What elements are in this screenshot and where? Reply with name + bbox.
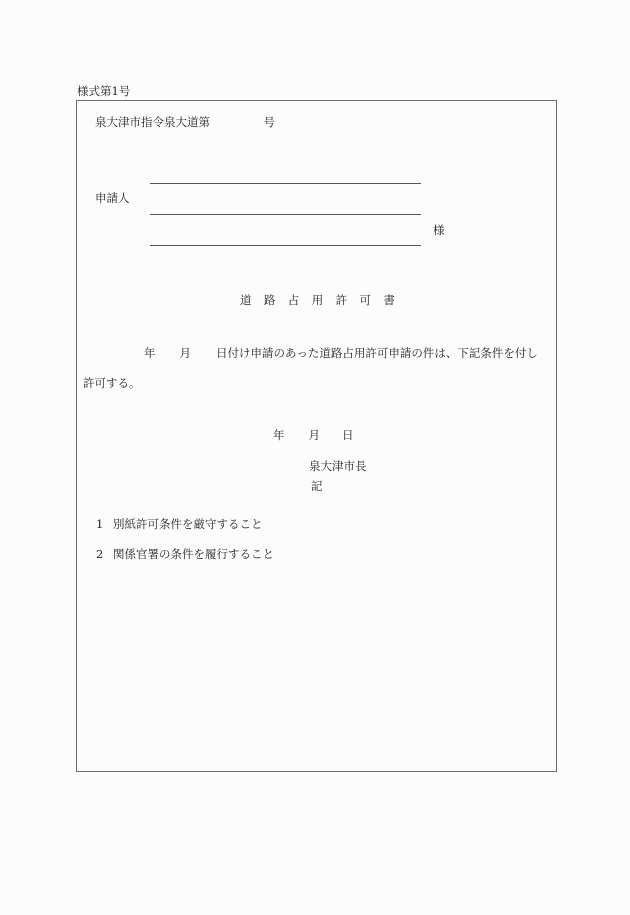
body-line-1-text: 日付け申請のあった道路占用許可申請の件は、下記条件を付し xyxy=(216,346,538,360)
ki-label: 記 xyxy=(311,479,323,493)
condition-number: 2 xyxy=(96,547,104,561)
issue-date xyxy=(273,430,354,442)
body-line-2: 許可する。 xyxy=(83,376,141,390)
condition-text: 別紙許可条件を厳守すること xyxy=(113,517,263,531)
applicant-label: 申請人 xyxy=(95,191,130,205)
condition-item-1 xyxy=(96,519,263,531)
condition-number: 1 xyxy=(96,517,104,531)
reference-prefix: 泉大津市指令泉大道第 xyxy=(95,115,210,129)
reference-number xyxy=(95,117,275,129)
issue-day-label: 日 xyxy=(342,428,354,442)
applicant-line-3 xyxy=(150,245,421,246)
condition-item-2 xyxy=(96,549,274,561)
body-line-1 xyxy=(144,348,538,360)
body-month-label: 月 xyxy=(179,346,191,360)
issue-year-label: 年 xyxy=(273,428,285,442)
condition-text: 関係官署の条件を履行すること xyxy=(113,547,274,561)
issuer: 泉大津市長 xyxy=(309,459,367,473)
issue-month-label: 月 xyxy=(308,428,320,442)
reference-suffix: 号 xyxy=(263,115,275,129)
applicant-honorific: 様 xyxy=(433,223,445,237)
applicant-line-1 xyxy=(150,183,421,184)
body-year-label: 年 xyxy=(144,346,156,360)
applicant-line-2 xyxy=(150,214,421,215)
document-title: 道路占用許可書 xyxy=(240,293,408,307)
form-number: 様式第1号 xyxy=(77,84,131,98)
